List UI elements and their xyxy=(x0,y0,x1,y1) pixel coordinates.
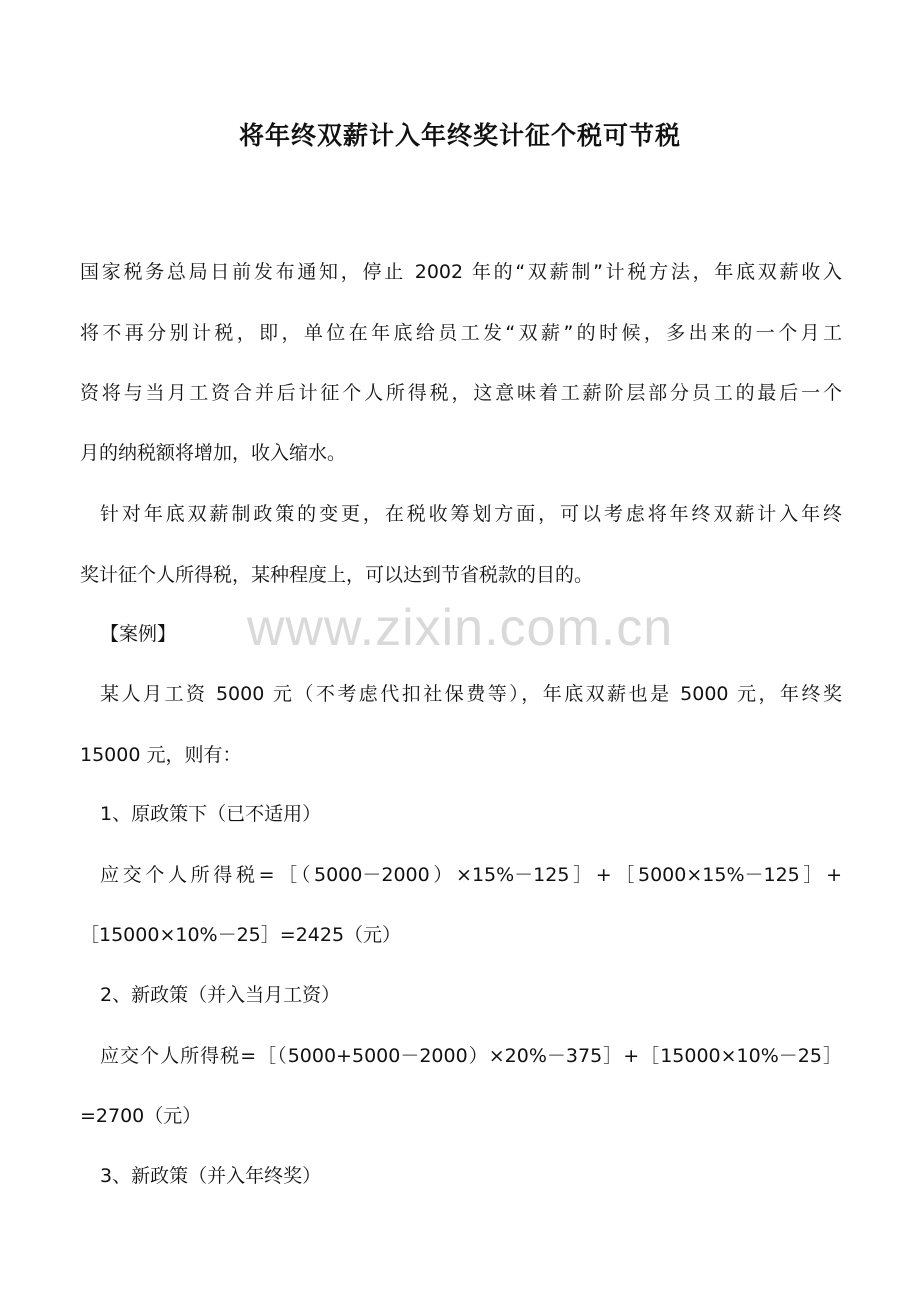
formula-line: =2700（元） xyxy=(80,1105,202,1127)
paragraph-line: 某人月工资 5000 元（不考虑代扣社保费等），年底双薪也是 5000 元，年终奖 xyxy=(100,683,842,705)
watermark: www.zixin.com.cn xyxy=(246,599,674,657)
paragraph-line: 奖计征个人所得税，某种程度上，可以达到节省税款的目的。 xyxy=(80,564,594,586)
paragraph-line: 针对年底双薪制政策的变更，在税收筹划方面，可以考虑将年终双薪计入年终 xyxy=(100,503,842,525)
formula-line: 应交个人所得税=［（5000－2000）×15%－125］+［5000×15%－125］+ xyxy=(100,864,842,886)
section-heading: 【案例】 xyxy=(100,623,177,645)
paragraph-line: 将不再分别计税，即，单位在年底给员工发“双薪”的时候，多出来的一个月工 xyxy=(80,322,842,344)
list-item: 3、新政策（并入年终奖） xyxy=(100,1165,322,1187)
paragraph-line: 15000 元，则有： xyxy=(80,744,242,766)
paragraph-line: 资将与当月工资合并后计征个人所得税，这意味着工薪阶层部分员工的最后一个 xyxy=(80,382,842,404)
document-title: 将年终双薪计入年终奖计征个税可节税 xyxy=(238,121,681,150)
paragraph-line: 国家税务总局日前发布通知，停止 2002 年的“双薪制”计税方法，年底双薪收入 xyxy=(80,261,842,283)
paragraph-line: 月的纳税额将增加，收入缩水。 xyxy=(80,442,347,464)
list-item: 1、原政策下（已不适用） xyxy=(100,803,322,825)
formula-line: 应交个人所得税=［（5000+5000－2000）×20%－375］+［15000×10%－25］ xyxy=(100,1045,842,1067)
list-item: 2、新政策（并入当月工资） xyxy=(100,984,341,1006)
formula-line: ［15000×10%－25］=2425（元） xyxy=(80,924,402,946)
